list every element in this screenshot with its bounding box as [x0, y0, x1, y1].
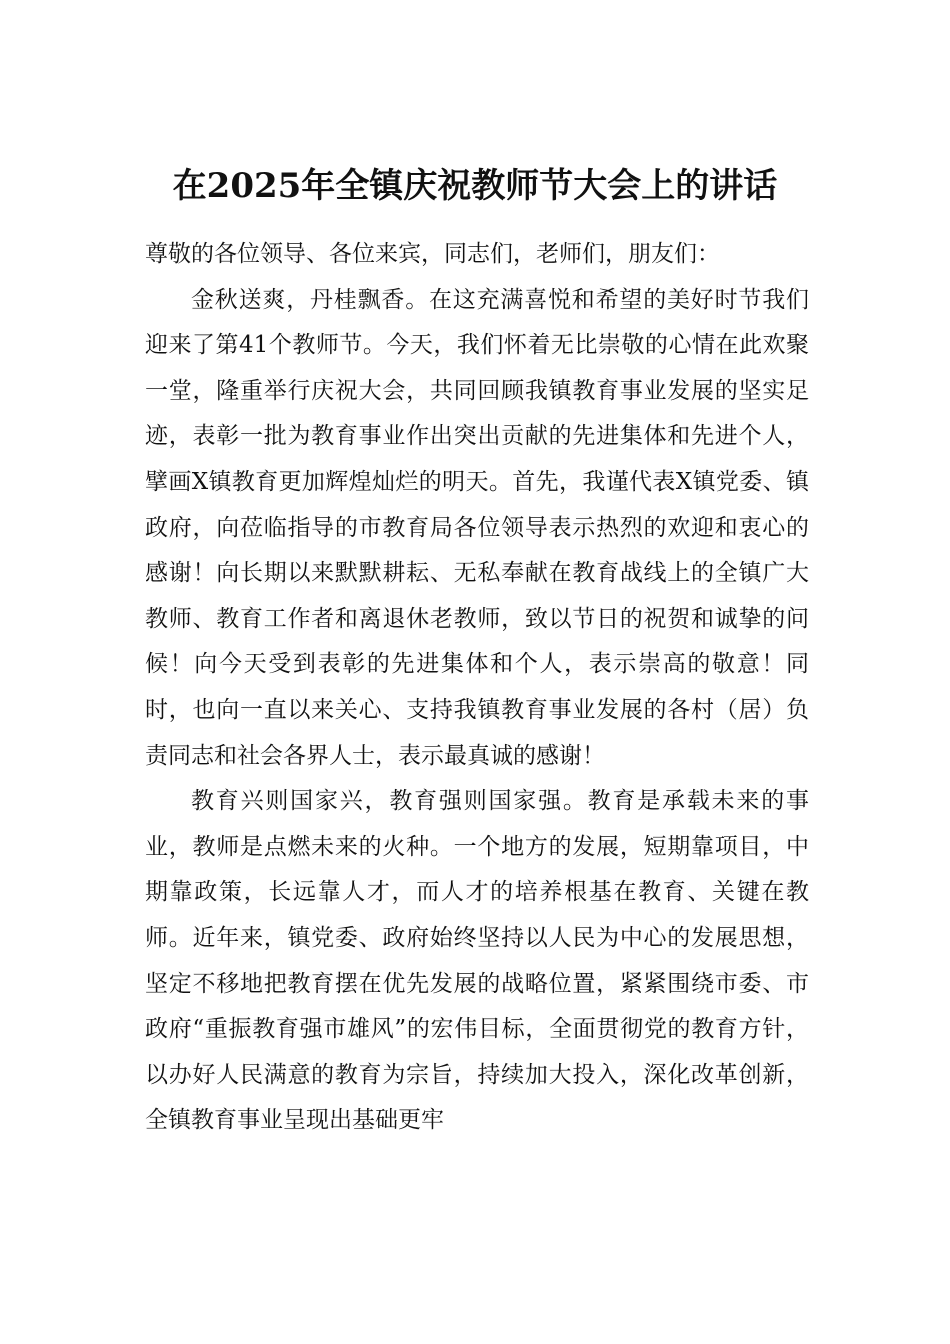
- document-body: [145, 232, 809, 1144]
- salutation: 尊敬的各位领导、各位来宾，同志们，老师们，朋友们：: [145, 241, 720, 267]
- paragraph-2: 教育兴则国家兴，教育强则国家强。教育是承载未来的事业，教师是点燃未来的火种。一个地方的发展，短期靠项目，中期靠政策，长远靠人才，而人才的培养根基在教育、关键在教师。近年来，镇党委、政府始终坚持以人民为中心的发展思想，坚定不移地把教育摆在优先发展的战略位置，紧紧围绕市委、市政府“重振教育强市雄风”的宏伟目标，全面贯彻党的教育方针，以办好人民满意的教育为宗旨，持续加大投入，深化改革创新，全镇教育事业呈现出基础更牢: [145, 788, 809, 1134]
- paragraph-1: 金秋送爽，丹桂飘香。在这充满喜悦和希望的美好时节我们迎来了第41个教师节。今天，我们怀着无比崇敬的心情在此欢聚一堂，隆重举行庆祝大会，共同回顾我镇教育事业发展的坚实足迹，表彰一批为教育事业作出突出贡献的先进集体和先进个人，擘画X镇教育更加辉煌灿烂的明天。首先，我谨代表X镇党委、镇政府，向莅临指导的市教育局各位领导表示热烈的欢迎和衷心的感谢！向长期以来默默耕耘、无私奉献在教育战线上的全镇广大教师、教育工作者和离退休老教师，致以节日的祝贺和诚挚的问候！向今天受到表彰的先进集体和个人，表示崇高的敬意！同时，也向一直以来关心、支持我镇教育事业发展的各村（居）负责同志和社会各界人士，表示最真诚的感谢！: [145, 286, 809, 769]
- document-title: 在2025年全镇庆祝教师节大会上的讲话: [172, 166, 778, 206]
